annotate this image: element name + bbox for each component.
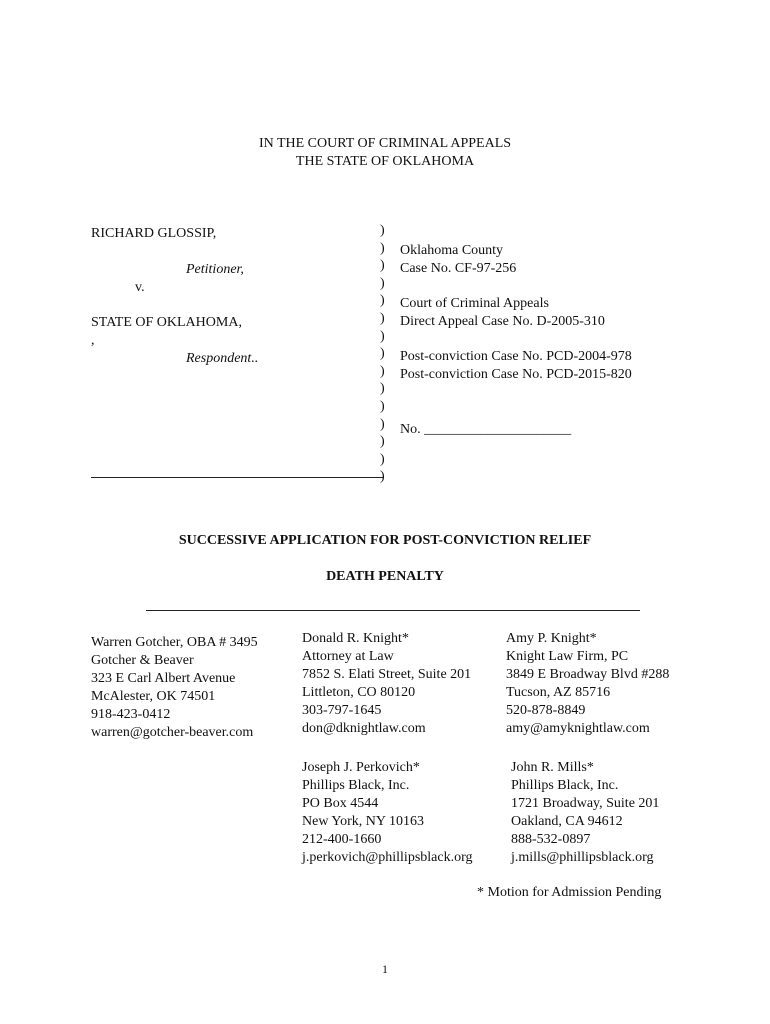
- counsel-block-dknight: [302, 630, 471, 737]
- counsel-line: 918-423-0412: [91, 706, 171, 722]
- counsel-block-perkovich: [302, 759, 473, 866]
- counsel-line: 303-797-1645: [302, 702, 382, 718]
- counsel-line: John R. Mills*: [511, 760, 594, 775]
- paren: ): [380, 434, 385, 450]
- counsel-line: 7852 S. Elati Street, Suite 201: [302, 666, 472, 682]
- paren: ): [380, 328, 385, 344]
- counsel-line: 888-532-0897: [511, 831, 591, 847]
- paren: ): [380, 363, 385, 379]
- paren: ): [380, 381, 385, 397]
- county-case-number: Case No. CF-97-256: [400, 261, 517, 276]
- counsel-line: 1721 Broadway, Suite 201: [511, 795, 660, 811]
- paren: ): [380, 416, 385, 432]
- court-name: IN THE COURT OF CRIMINAL APPEALS: [258, 136, 512, 151]
- counsel-line: Phillips Black, Inc.: [302, 777, 410, 793]
- paren: ): [380, 240, 385, 256]
- counsel-line: New York, NY 10163: [302, 813, 424, 829]
- counsel-line: Oakland, CA 94612: [511, 813, 623, 829]
- counsel-line: Knight Law Firm, PC: [506, 648, 629, 664]
- counsel-line: Donald R. Knight*: [302, 631, 409, 646]
- counsel-line: PO Box 4544: [302, 795, 379, 811]
- counsel-line: McAlester, OK 74501: [91, 688, 216, 704]
- appeals-court-label: Court of Criminal Appeals: [400, 296, 549, 311]
- post-conviction-number-2: Post-conviction Case No. PCD-2015-820: [400, 367, 632, 382]
- respondent-role: Respondent..: [186, 351, 259, 366]
- title-rule: [146, 610, 640, 611]
- counsel-email: j.mills@phillipsblack.org: [511, 849, 654, 865]
- counsel-line: 323 E Carl Albert Avenue: [91, 670, 236, 686]
- document-title: SUCCESSIVE APPLICATION FOR POST-CONVICTION RELIEF: [178, 533, 592, 548]
- paren: ): [380, 310, 385, 326]
- counsel-line: Littleton, CO 80120: [302, 684, 416, 700]
- counsel-email: don@dknightlaw.com: [302, 720, 426, 736]
- counsel-line: Amy P. Knight*: [506, 631, 597, 646]
- counsel-block-mills: [511, 759, 659, 866]
- respondent-name: STATE OF OKLAHOMA,: [91, 315, 242, 330]
- county-label: Oklahoma County: [400, 243, 504, 258]
- paren: ): [380, 451, 385, 467]
- petitioner-role: Petitioner,: [186, 262, 244, 277]
- new-case-number-line: No. _____________________: [400, 422, 572, 437]
- caption-parentheses: [380, 222, 392, 486]
- paren: ): [380, 398, 385, 414]
- counsel-line: Tucson, AZ 85716: [506, 684, 611, 700]
- paren: ): [380, 258, 385, 274]
- counsel-email: j.perkovich@phillipsblack.org: [302, 849, 473, 865]
- counsel-line: 3849 E Broadway Blvd #288: [506, 666, 670, 682]
- document-subtitle: DEATH PENALTY: [326, 569, 444, 584]
- caption-rule: [91, 477, 383, 478]
- paren: ): [380, 223, 385, 238]
- page-number: 1: [382, 962, 388, 976]
- paren: ): [380, 346, 385, 362]
- paren: ): [380, 469, 385, 485]
- counsel-block-aknight: [506, 630, 669, 737]
- counsel-line: Joseph J. Perkovich*: [302, 760, 420, 775]
- petitioner-name: RICHARD GLOSSIP,: [91, 226, 217, 241]
- paren: ): [380, 293, 385, 309]
- counsel-line: Attorney at Law: [302, 648, 394, 664]
- admission-footnote: * Motion for Admission Pending: [477, 885, 662, 900]
- counsel-line: 520-878-8849: [506, 702, 586, 718]
- counsel-block-gotcher: [91, 634, 258, 741]
- paren: ): [380, 275, 385, 291]
- court-state: THE STATE OF OKLAHOMA: [295, 154, 475, 169]
- versus-label: v.: [135, 280, 145, 295]
- counsel-line: Phillips Black, Inc.: [511, 777, 619, 793]
- stray-comma: ,: [91, 333, 95, 348]
- counsel-line: Warren Gotcher, OBA # 3495: [91, 635, 258, 650]
- counsel-email: warren@gotcher-beaver.com: [91, 724, 254, 740]
- counsel-line: 212-400-1660: [302, 831, 382, 847]
- counsel-email: amy@amyknightlaw.com: [506, 720, 650, 736]
- post-conviction-number-1: Post-conviction Case No. PCD-2004-978: [400, 349, 632, 364]
- direct-appeal-number: Direct Appeal Case No. D-2005-310: [400, 314, 605, 329]
- counsel-line: Gotcher & Beaver: [91, 652, 194, 668]
